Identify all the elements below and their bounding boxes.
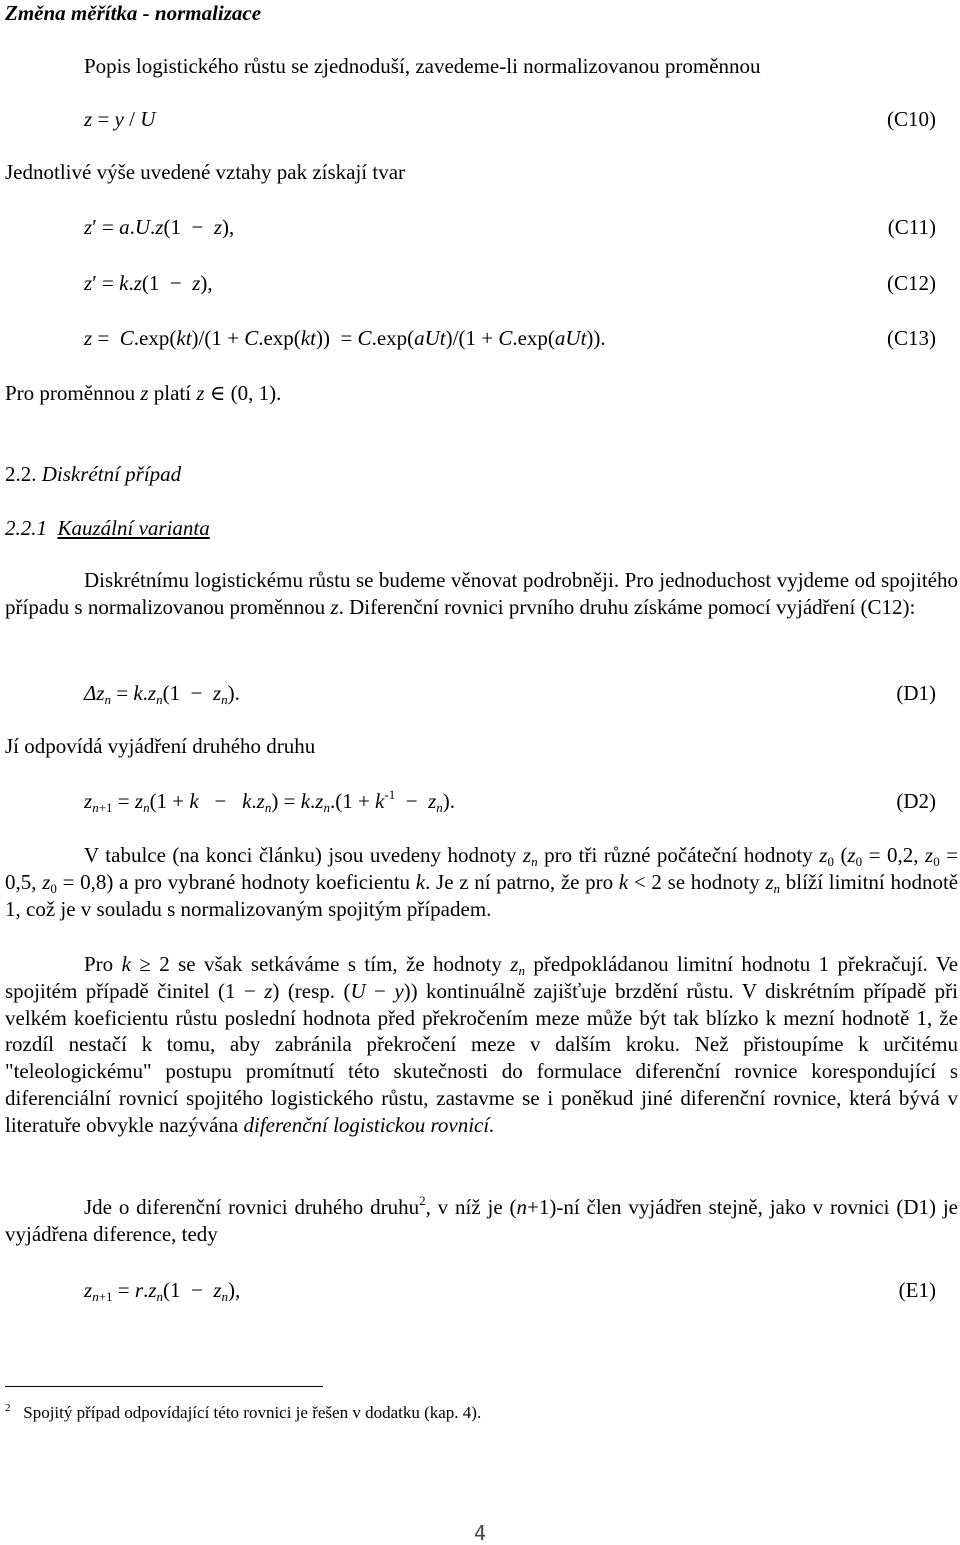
page-number: 4 [473, 1521, 487, 1545]
forms-text: Jednotlivé výše uvedené vztahy pak získají tvar [5, 160, 406, 184]
intro-text: Popis logistického růstu se zjednoduší, zavedeme-li normalizovanou proměnnou [84, 54, 761, 78]
paragraph-2: V tabulce (na konci článku) jsou uvedeny hodnoty $z_n$ pro tři různé počáteční hodnoty $z_0$ ($z_0 = 0,2$, $z_0 = 0,5$, $z_0 = 0,8$) a pro vybrané hodnoty koeficientu k. Je z ní patrno, že pro k < 2 se hodnoty $z_n$ blíží limitní hodnotě 1, což je v souladu s normalizovaným spojitým případem. [5, 843, 959, 921]
section-heading: 2.2. Diskrétní případ [5, 462, 182, 486]
footnote: $^2$ Spojitý případ odpovídající této rovnici je řešen v dodatku (kap. 4). [5, 1402, 482, 1422]
equation-c11: z′ = a.U.z(1 − z), [84, 215, 235, 239]
equation-label-c10: (C10) [887, 107, 936, 131]
equation-label-c13: (C13) [887, 326, 936, 350]
second-kind-text: Jí odpovídá vyjádření druhého druhu [5, 734, 316, 758]
equation-d2: $z_{n+1} = z_n(1 + k - k.z_n) = k.z_n.(1 + k^{-1} - z_n)$. [84, 787, 455, 815]
equation-c10: z = y / U [84, 107, 156, 131]
paragraph-3: Pro k ≥ 2 se však setkáváme s tím, že hodnoty $z_n$ předpokládanou limitní hodnotu 1 překračují. Ve spojitém případě činitel (1 − z) (resp. (U − y)) kontinuálně zajišťuje brzdění růstu. V diskrétním případě při velkém koeficientu růstu poslední hodnota před překročením meze může být tak blízko k mezní hodnotě 1, že rozdíl nestačí k tomu, aby zabránila překročení meze v dalším kroku. Než přistoupíme k určitému "teleologickému" postupu promítnutí této skutečnosti do formulace diferenční rovnice korespondující s diferenciální rovnicí spojitého logistického růstu, zastavme se i poněkud jiné diferenční rovnice, která bývá v literatuře obvykle nazývána diferenční logistickou rovnicí. [5, 952, 959, 1137]
paragraph-1: Diskrétnímu logistickému růstu se budeme věnovat podrobněji. Pro jednoduchost vyjdeme od spojitého případu s normalizovanou proměnnou z. Diferenční rovnici prvního druhu získáme pomocí vyjádření (C12): [5, 568, 958, 619]
range-statement: Pro proměnnou z platí z ∈ (0, 1). [5, 381, 282, 405]
footnote-ref: 2 [419, 1193, 426, 1208]
equation-label-e1: (E1) [898, 1278, 936, 1302]
equation-d1: $\Delta z_n = k.z_n(1 - z_n)$. [84, 681, 240, 707]
equation-e1: $z_{n+1} = r.z_n(1 - z_n)$, [84, 1278, 241, 1304]
equation-label-c12: (C12) [887, 271, 936, 295]
footnote-rule [5, 1386, 323, 1387]
page-heading: Změna měřítka - normalizace [5, 1, 262, 25]
subsection-heading: 2.2.1 Kauzální varianta [5, 516, 210, 540]
paragraph-4: Jde o diferenční rovnici druhého druhu$^2$, v níž je (n+1)-ní člen vyjádřen stejně, jako v rovnici (D1) je vyjádřena diference, tedy [5, 1193, 958, 1246]
equation-label-d2: (D2) [896, 789, 936, 813]
equation-label-d1: (D1) [896, 681, 936, 705]
equation-label-c11: (C11) [887, 215, 936, 239]
equation-c12: z′ = k.z(1 − z), [84, 271, 213, 295]
equation-c13: z = C.exp(kt)/(1 + C.exp(kt)) = C.exp(aUt)/(1 + C.exp(aUt)). [84, 326, 606, 350]
